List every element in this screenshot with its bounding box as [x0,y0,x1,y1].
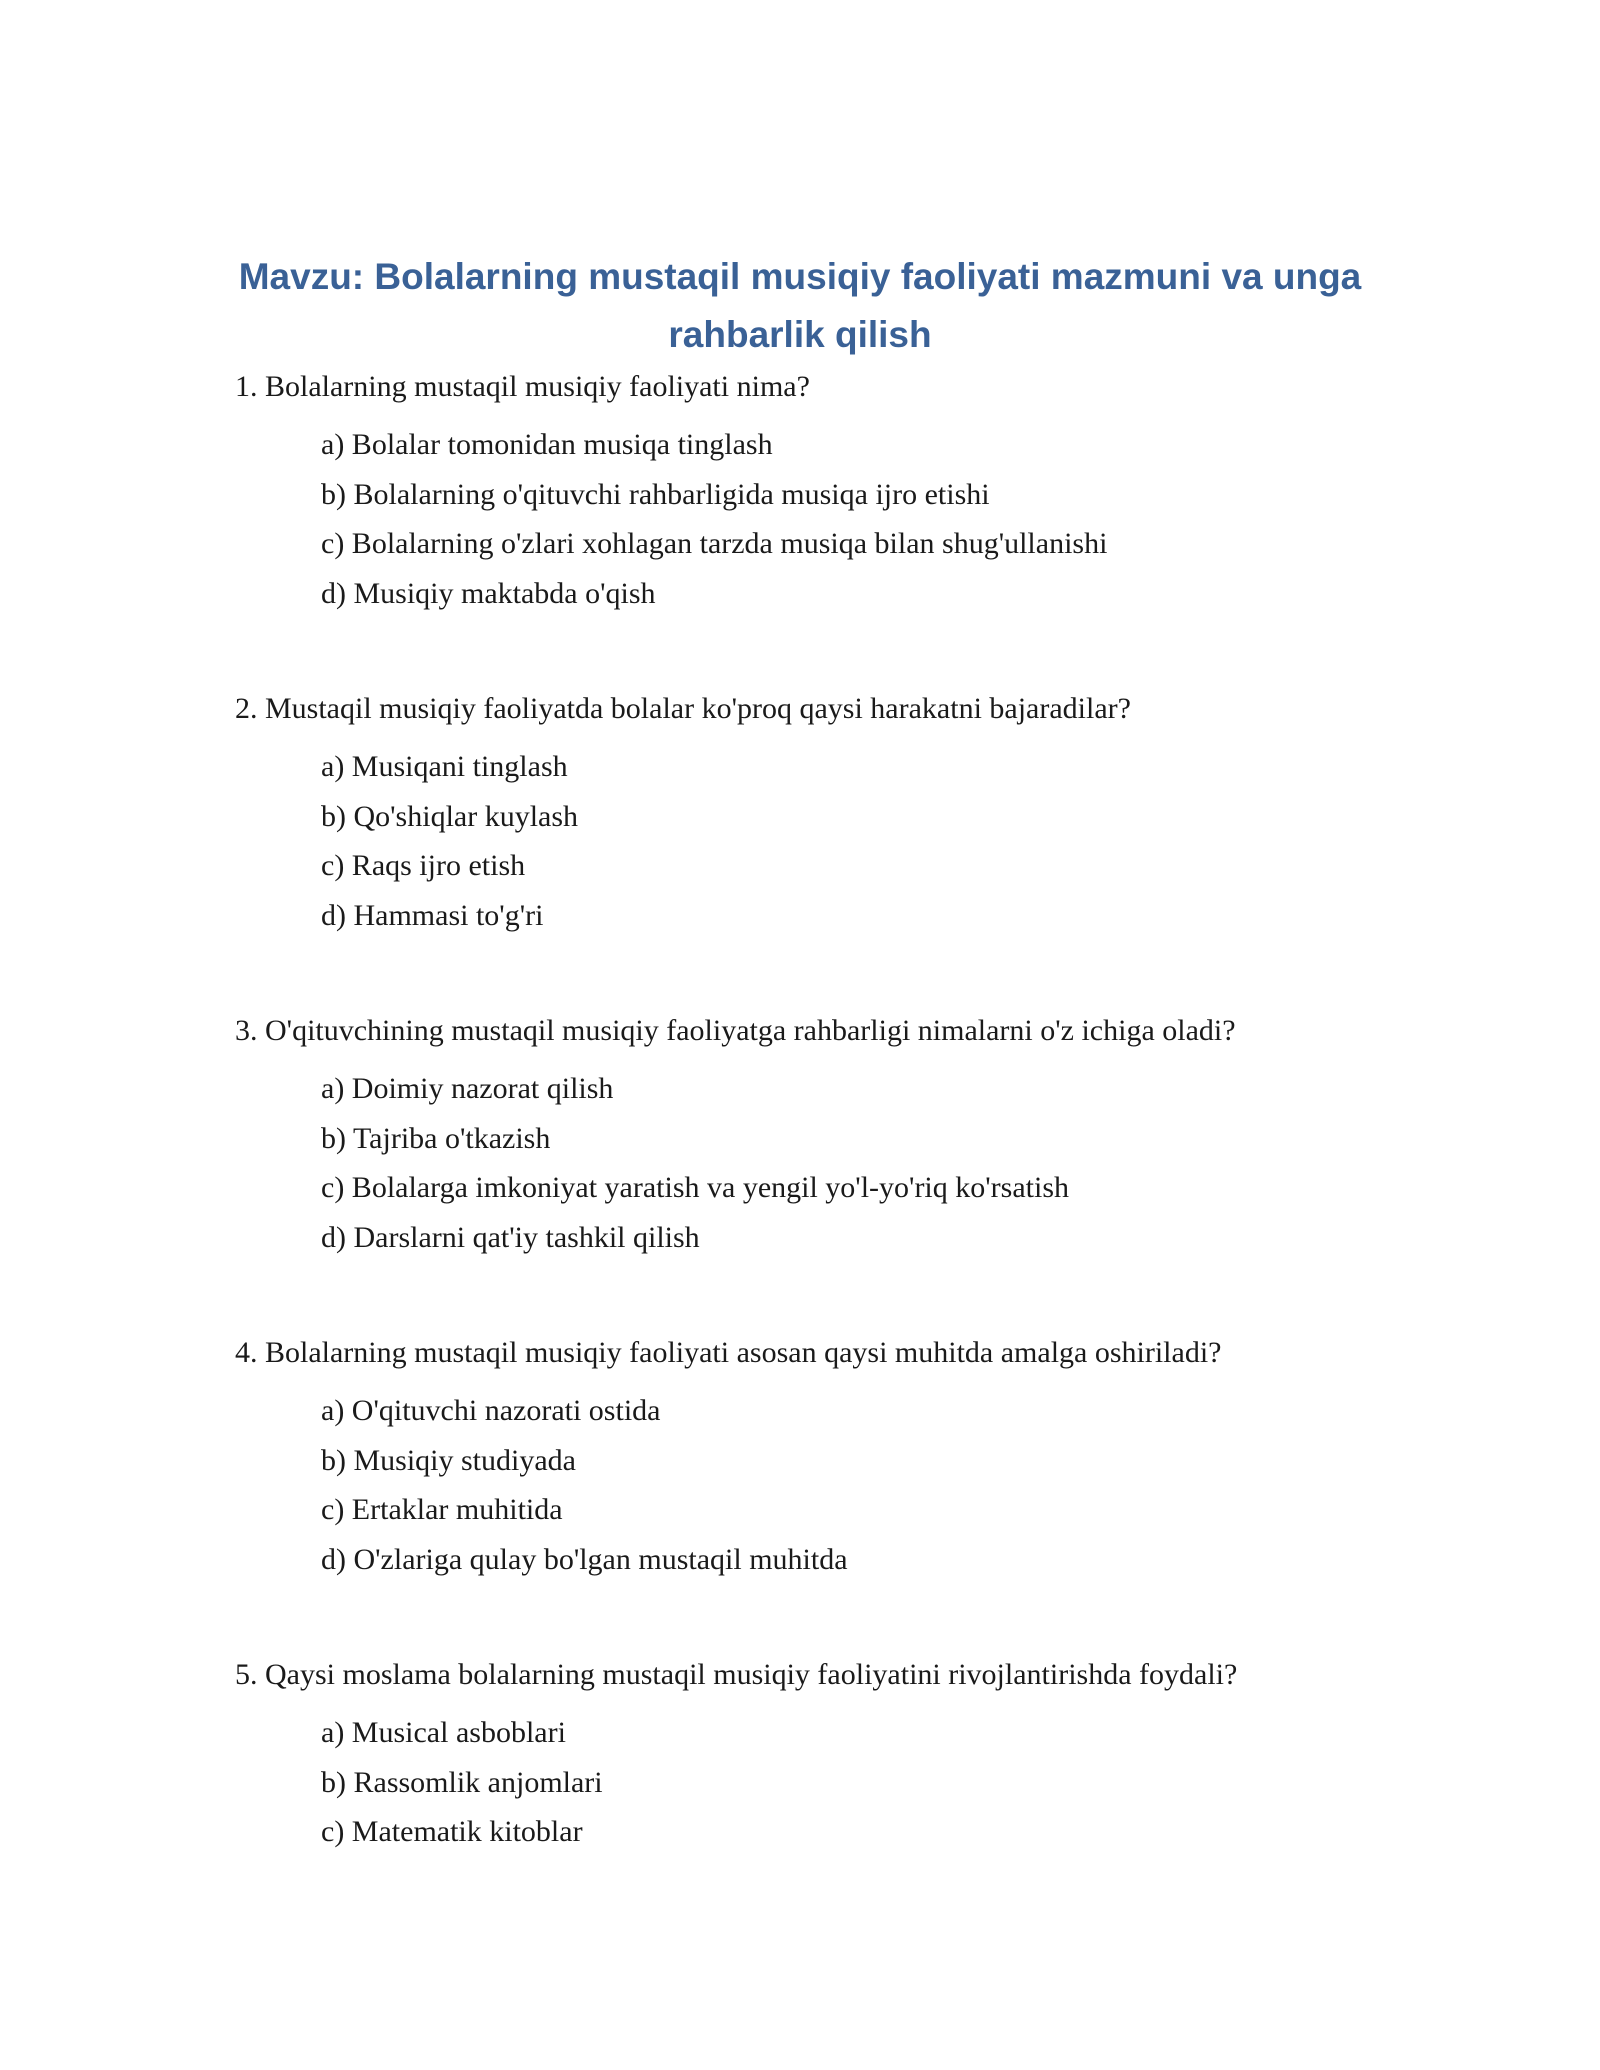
option-d: d) Musiqiy maktabda o'qish [321,576,656,610]
option-c: c) Raqs ijro etish [321,849,526,882]
question-text: 5. Qaysi moslama bolalarning mustaqil musiqiy faoliyatini rivojlantirishda foydali? [235,1658,1238,1691]
option-d: d) O'zlariga qulay bo'lgan mustaqil muhitda [321,1542,848,1576]
question-list [235,364,1435,1974]
question-5 [235,1652,1435,1974]
option-b: b) Musiqiy studiyada [321,1443,576,1477]
option-list [235,1386,1435,1584]
option-c: c) Bolalarning o'zlari xohlagan tarzda musiqa bilan shug'ullanishi [321,527,1108,560]
question-text: 4. Bolalarning mustaqil musiqiy faoliyati asosan qaysi muhitda amalga oshiriladi? [235,1336,1222,1369]
option-list [235,1064,1435,1262]
question-text: 3. O'qituvchining mustaqil musiqiy faoliyatga rahbarligi nimalarni o'z ichiga oladi? [235,1014,1236,1047]
option-b: b) Rassomlik anjomlari [321,1765,603,1799]
option-list [235,742,1435,940]
option-a: a) O'qituvchi nazorati ostida [321,1394,661,1427]
question-text: 2. Mustaqil musiqiy faoliyatda bolalar ko'proq qaysi harakatni bajaradilar? [235,692,1131,725]
question-text: 1. Bolalarning mustaqil musiqiy faoliyati nima? [235,370,810,403]
option-a: a) Doimiy nazorat qilish [321,1072,614,1105]
option-b: b) Bolalarning o'qituvchi rahbarligida musiqa ijro etishi [321,477,990,511]
question-1 [235,364,1435,686]
option-d: d) Darslarni qat'iy tashkil qilish [321,1220,700,1254]
option-list [235,1708,1435,1857]
option-b: b) Tajriba o'tkazish [321,1121,551,1155]
option-c: c) Matematik kitoblar [321,1815,583,1848]
option-a: a) Musical asboblari [321,1716,566,1749]
question-2 [235,686,1435,1008]
option-c: c) Bolalarga imkoniyat yaratish va yengil yo'l-yo'riq ko'rsatish [321,1171,1069,1204]
question-3 [235,1008,1435,1330]
option-list [235,420,1435,618]
option-a: a) Bolalar tomonidan musiqa tinglash [321,428,773,461]
option-c: c) Ertaklar muhitida [321,1493,563,1526]
document-title: Mavzu: Bolalarning mustaqil musiqiy faoliyati mazmuni va unga rahbarlik qilish [238,256,1362,355]
question-4 [235,1330,1435,1652]
option-a: a) Musiqani tinglash [321,750,568,783]
option-b: b) Qo'shiqlar kuylash [321,799,579,833]
option-d: d) Hammasi to'g'ri [321,898,544,932]
